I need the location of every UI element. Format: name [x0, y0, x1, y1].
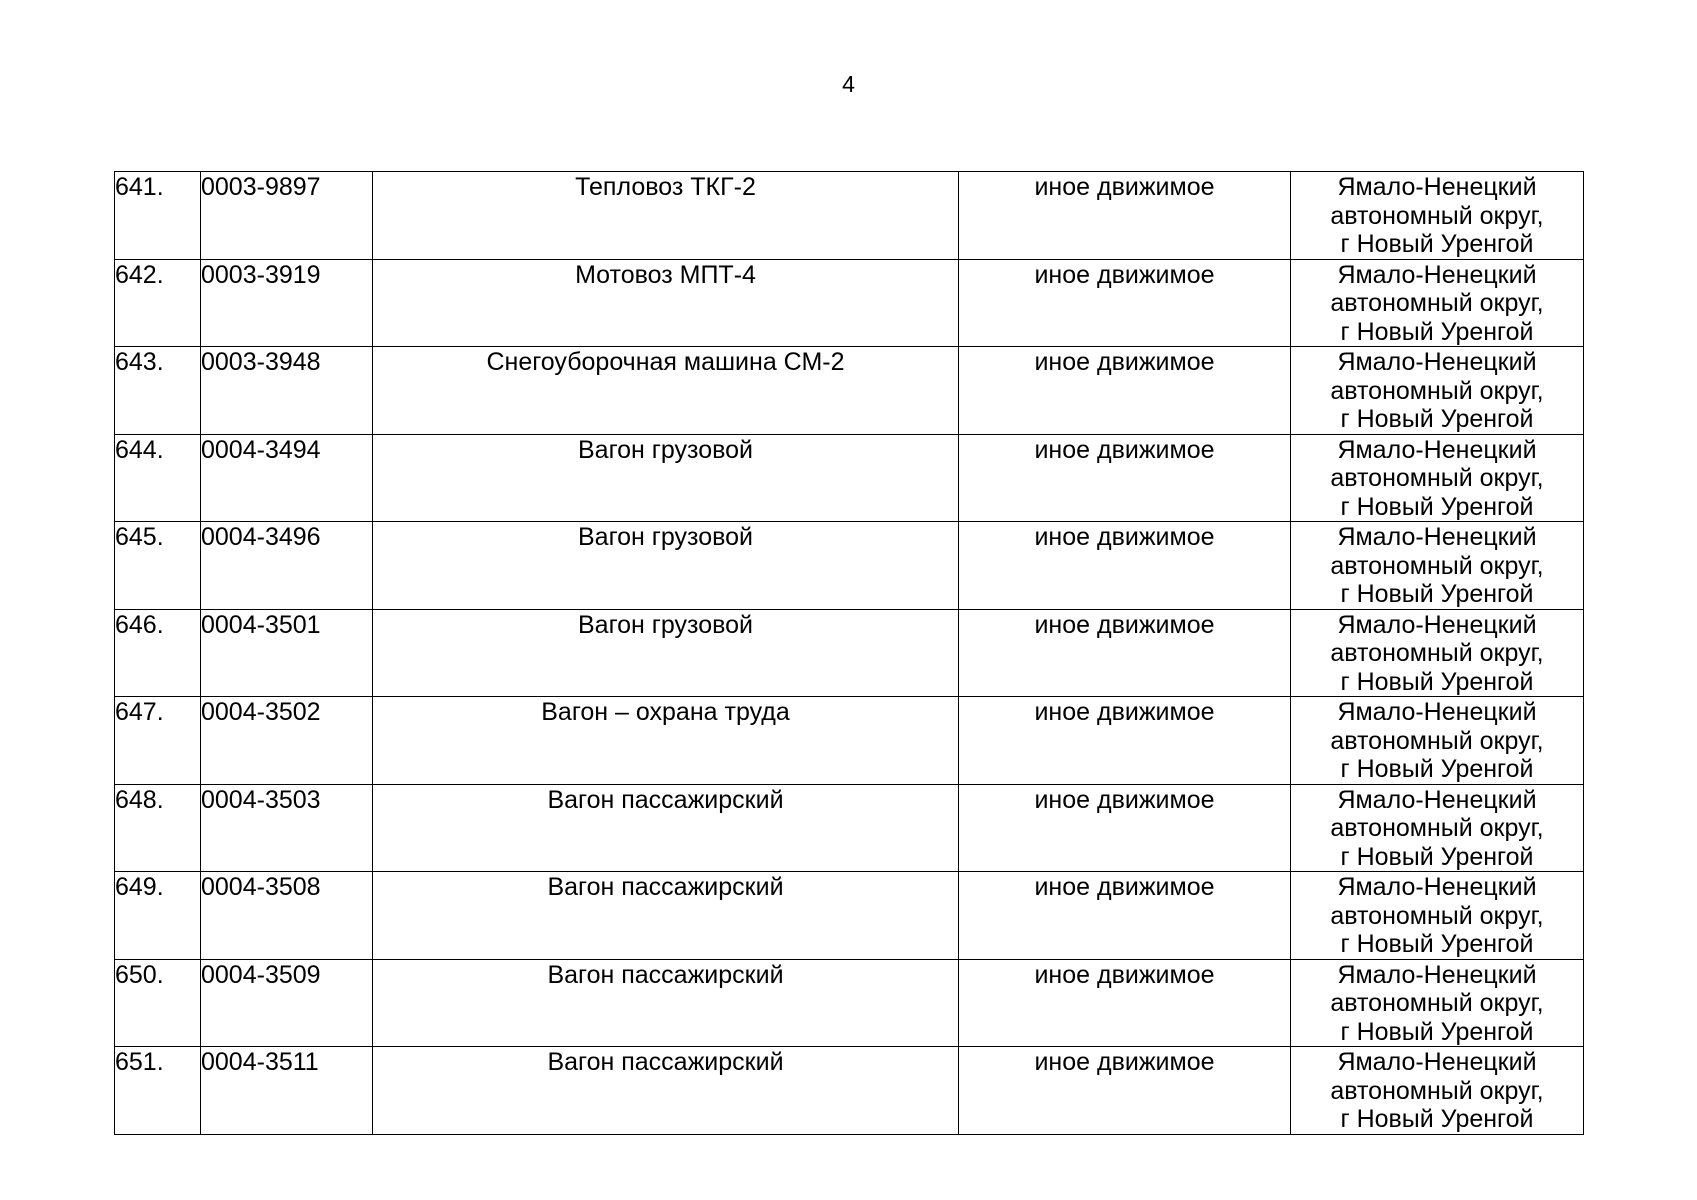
location — [1291, 1047, 1583, 1134]
location-cell — [1291, 609, 1584, 697]
location-cell — [1291, 1047, 1584, 1135]
property-type: иное движимое — [1034, 698, 1215, 726]
inventory-number: 0004-3511 — [201, 1048, 319, 1076]
inventory-number-cell — [201, 172, 373, 260]
location — [1291, 785, 1583, 872]
inventory-number: 0004-3502 — [201, 698, 321, 726]
location — [1291, 960, 1583, 1047]
location-city: г Новый Уренгой — [1340, 667, 1534, 696]
table-body — [115, 172, 1584, 1135]
row-number: 648. — [115, 785, 164, 814]
inventory-number: 0004-3509 — [201, 960, 321, 989]
property-type-cell — [959, 522, 1291, 610]
location-cell — [1291, 172, 1584, 260]
location-district: автономный округ, — [1330, 464, 1544, 492]
item-name: Вагон пассажирский — [547, 1048, 784, 1076]
location-district: автономный округ, — [1330, 551, 1544, 580]
inventory-number-cell — [201, 784, 373, 872]
row-number-cell — [115, 872, 201, 960]
row-number-cell — [115, 697, 201, 785]
property-type-cell — [959, 1047, 1291, 1135]
property-type-cell — [959, 872, 1291, 960]
location-region: Ямало-Ненецкий — [1337, 1048, 1537, 1076]
location-district: автономный округ, — [1330, 201, 1544, 230]
property-type: иное движимое — [1034, 610, 1215, 639]
location-cell — [1291, 872, 1584, 960]
table-row — [115, 347, 1584, 435]
location-region: Ямало-Ненецкий — [1337, 960, 1537, 989]
property-type: иное движимое — [1034, 348, 1215, 376]
location — [1291, 697, 1583, 784]
inventory-number-cell — [201, 609, 373, 697]
row-number-cell — [115, 1047, 201, 1135]
row-number-cell — [115, 259, 201, 347]
property-type-cell — [959, 959, 1291, 1047]
location-region: Ямало-Ненецкий — [1337, 785, 1537, 814]
location-region: Ямало-Ненецкий — [1337, 698, 1537, 726]
inventory-number-cell — [201, 872, 373, 960]
table-row — [115, 609, 1584, 697]
location — [1291, 172, 1583, 259]
row-number-cell — [115, 347, 201, 435]
location-city: г Новый Уренгой — [1340, 930, 1534, 958]
row-number: 641. — [115, 173, 164, 201]
location-region: Ямало-Ненецкий — [1337, 610, 1537, 639]
property-type-cell — [959, 259, 1291, 347]
inventory-number-cell — [201, 697, 373, 785]
table-row — [115, 697, 1584, 785]
location — [1291, 872, 1583, 959]
property-type-cell — [959, 784, 1291, 872]
row-number: 649. — [115, 873, 164, 901]
inventory-number: 0003-3919 — [201, 260, 321, 289]
inventory-number-cell — [201, 434, 373, 522]
item-name-cell — [373, 784, 959, 872]
property-type-cell — [959, 697, 1291, 785]
property-type: иное движимое — [1034, 960, 1215, 989]
property-table — [114, 171, 1584, 1135]
location-cell — [1291, 959, 1584, 1047]
inventory-number-cell — [201, 959, 373, 1047]
location-cell — [1291, 347, 1584, 435]
location-city: г Новый Уренгой — [1340, 755, 1534, 783]
property-type: иное движимое — [1034, 785, 1215, 814]
location-region: Ямало-Ненецкий — [1337, 435, 1537, 464]
location-city: г Новый Уренгой — [1340, 842, 1534, 871]
item-name-cell — [373, 434, 959, 522]
property-type-cell — [959, 172, 1291, 260]
row-number: 643. — [115, 348, 164, 376]
table-row — [115, 172, 1584, 260]
location-cell — [1291, 522, 1584, 610]
row-number: 646. — [115, 610, 164, 639]
table-row — [115, 434, 1584, 522]
row-number-cell — [115, 522, 201, 610]
table-row — [115, 259, 1584, 347]
location-district: автономный округ, — [1330, 901, 1544, 930]
inventory-number: 0004-3503 — [201, 785, 321, 814]
property-type: иное движимое — [1034, 523, 1215, 551]
row-number-cell — [115, 609, 201, 697]
item-name-cell — [373, 347, 959, 435]
row-number-cell — [115, 172, 201, 260]
inventory-number: 0004-3496 — [201, 523, 321, 551]
item-name-cell — [373, 959, 959, 1047]
property-type: иное движимое — [1034, 435, 1215, 464]
property-type-cell — [959, 609, 1291, 697]
item-name: Мотовоз МПТ-4 — [575, 260, 756, 289]
location-cell — [1291, 434, 1584, 522]
location-district: автономный округ, — [1330, 814, 1544, 842]
location — [1291, 260, 1583, 347]
row-number: 642. — [115, 260, 164, 289]
row-number: 645. — [115, 523, 164, 551]
property-type-cell — [959, 434, 1291, 522]
location-district: автономный округ, — [1330, 289, 1544, 317]
location-city: г Новый Уренгой — [1340, 317, 1534, 346]
location-cell — [1291, 784, 1584, 872]
item-name: Вагон пассажирский — [547, 873, 784, 901]
item-name-cell — [373, 872, 959, 960]
location-region: Ямало-Ненецкий — [1337, 348, 1537, 376]
property-type: иное движимое — [1034, 173, 1215, 201]
inventory-number: 0003-9897 — [201, 173, 321, 201]
location-district: автономный округ, — [1330, 376, 1544, 405]
inventory-number: 0004-3501 — [201, 610, 321, 639]
location-region: Ямало-Ненецкий — [1337, 173, 1537, 201]
location — [1291, 435, 1583, 522]
item-name: Вагон грузовой — [578, 523, 753, 551]
inventory-number: 0004-3508 — [201, 873, 321, 901]
row-number: 651. — [115, 1048, 164, 1076]
location — [1291, 522, 1583, 609]
location — [1291, 610, 1583, 697]
item-name: Вагон пассажирский — [547, 785, 784, 814]
property-type: иное движимое — [1034, 873, 1215, 901]
item-name-cell — [373, 609, 959, 697]
location-district: автономный округ, — [1330, 726, 1544, 755]
item-name: Вагон грузовой — [578, 435, 753, 464]
location-city: г Новый Уренгой — [1340, 405, 1534, 433]
row-number: 647. — [115, 698, 164, 726]
item-name: Вагон – охрана труда — [541, 698, 790, 726]
table-row — [115, 784, 1584, 872]
location-city: г Новый Уренгой — [1340, 230, 1534, 258]
item-name: Вагон грузовой — [578, 610, 753, 639]
item-name-cell — [373, 522, 959, 610]
row-number: 644. — [115, 435, 164, 464]
inventory-number: 0003-3948 — [201, 348, 321, 376]
table-row — [115, 522, 1584, 610]
item-name: Тепловоз ТКГ-2 — [575, 173, 756, 201]
property-type: иное движимое — [1034, 260, 1215, 289]
location-region: Ямало-Ненецкий — [1337, 873, 1537, 901]
location — [1291, 347, 1583, 434]
row-number-cell — [115, 434, 201, 522]
page-number: 4 — [842, 71, 855, 97]
row-number-cell — [115, 959, 201, 1047]
location-city: г Новый Уренгой — [1340, 492, 1534, 521]
property-type-cell — [959, 347, 1291, 435]
table-row — [115, 1047, 1584, 1135]
location-region: Ямало-Ненецкий — [1337, 260, 1537, 289]
location-city: г Новый Уренгой — [1340, 1105, 1534, 1133]
location-district: автономный округ, — [1330, 639, 1544, 667]
item-name-cell — [373, 1047, 959, 1135]
item-name-cell — [373, 259, 959, 347]
item-name-cell — [373, 697, 959, 785]
inventory-number-cell — [201, 347, 373, 435]
table-row — [115, 872, 1584, 960]
property-type: иное движимое — [1034, 1048, 1215, 1076]
inventory-number-cell — [201, 259, 373, 347]
row-number: 650. — [115, 960, 164, 989]
inventory-number: 0004-3494 — [201, 435, 321, 464]
location-district: автономный округ, — [1330, 989, 1544, 1017]
inventory-number-cell — [201, 1047, 373, 1135]
location-cell — [1291, 697, 1584, 785]
location-city: г Новый Уренгой — [1340, 580, 1534, 608]
table-row — [115, 959, 1584, 1047]
location-region: Ямало-Ненецкий — [1337, 523, 1537, 551]
item-name: Вагон пассажирский — [547, 960, 784, 989]
item-name-cell — [373, 172, 959, 260]
item-name: Снегоуборочная машина СМ-2 — [486, 348, 845, 376]
inventory-number-cell — [201, 522, 373, 610]
location-district: автономный округ, — [1330, 1076, 1544, 1105]
row-number-cell — [115, 784, 201, 872]
location-city: г Новый Уренгой — [1340, 1017, 1534, 1046]
location-cell — [1291, 259, 1584, 347]
